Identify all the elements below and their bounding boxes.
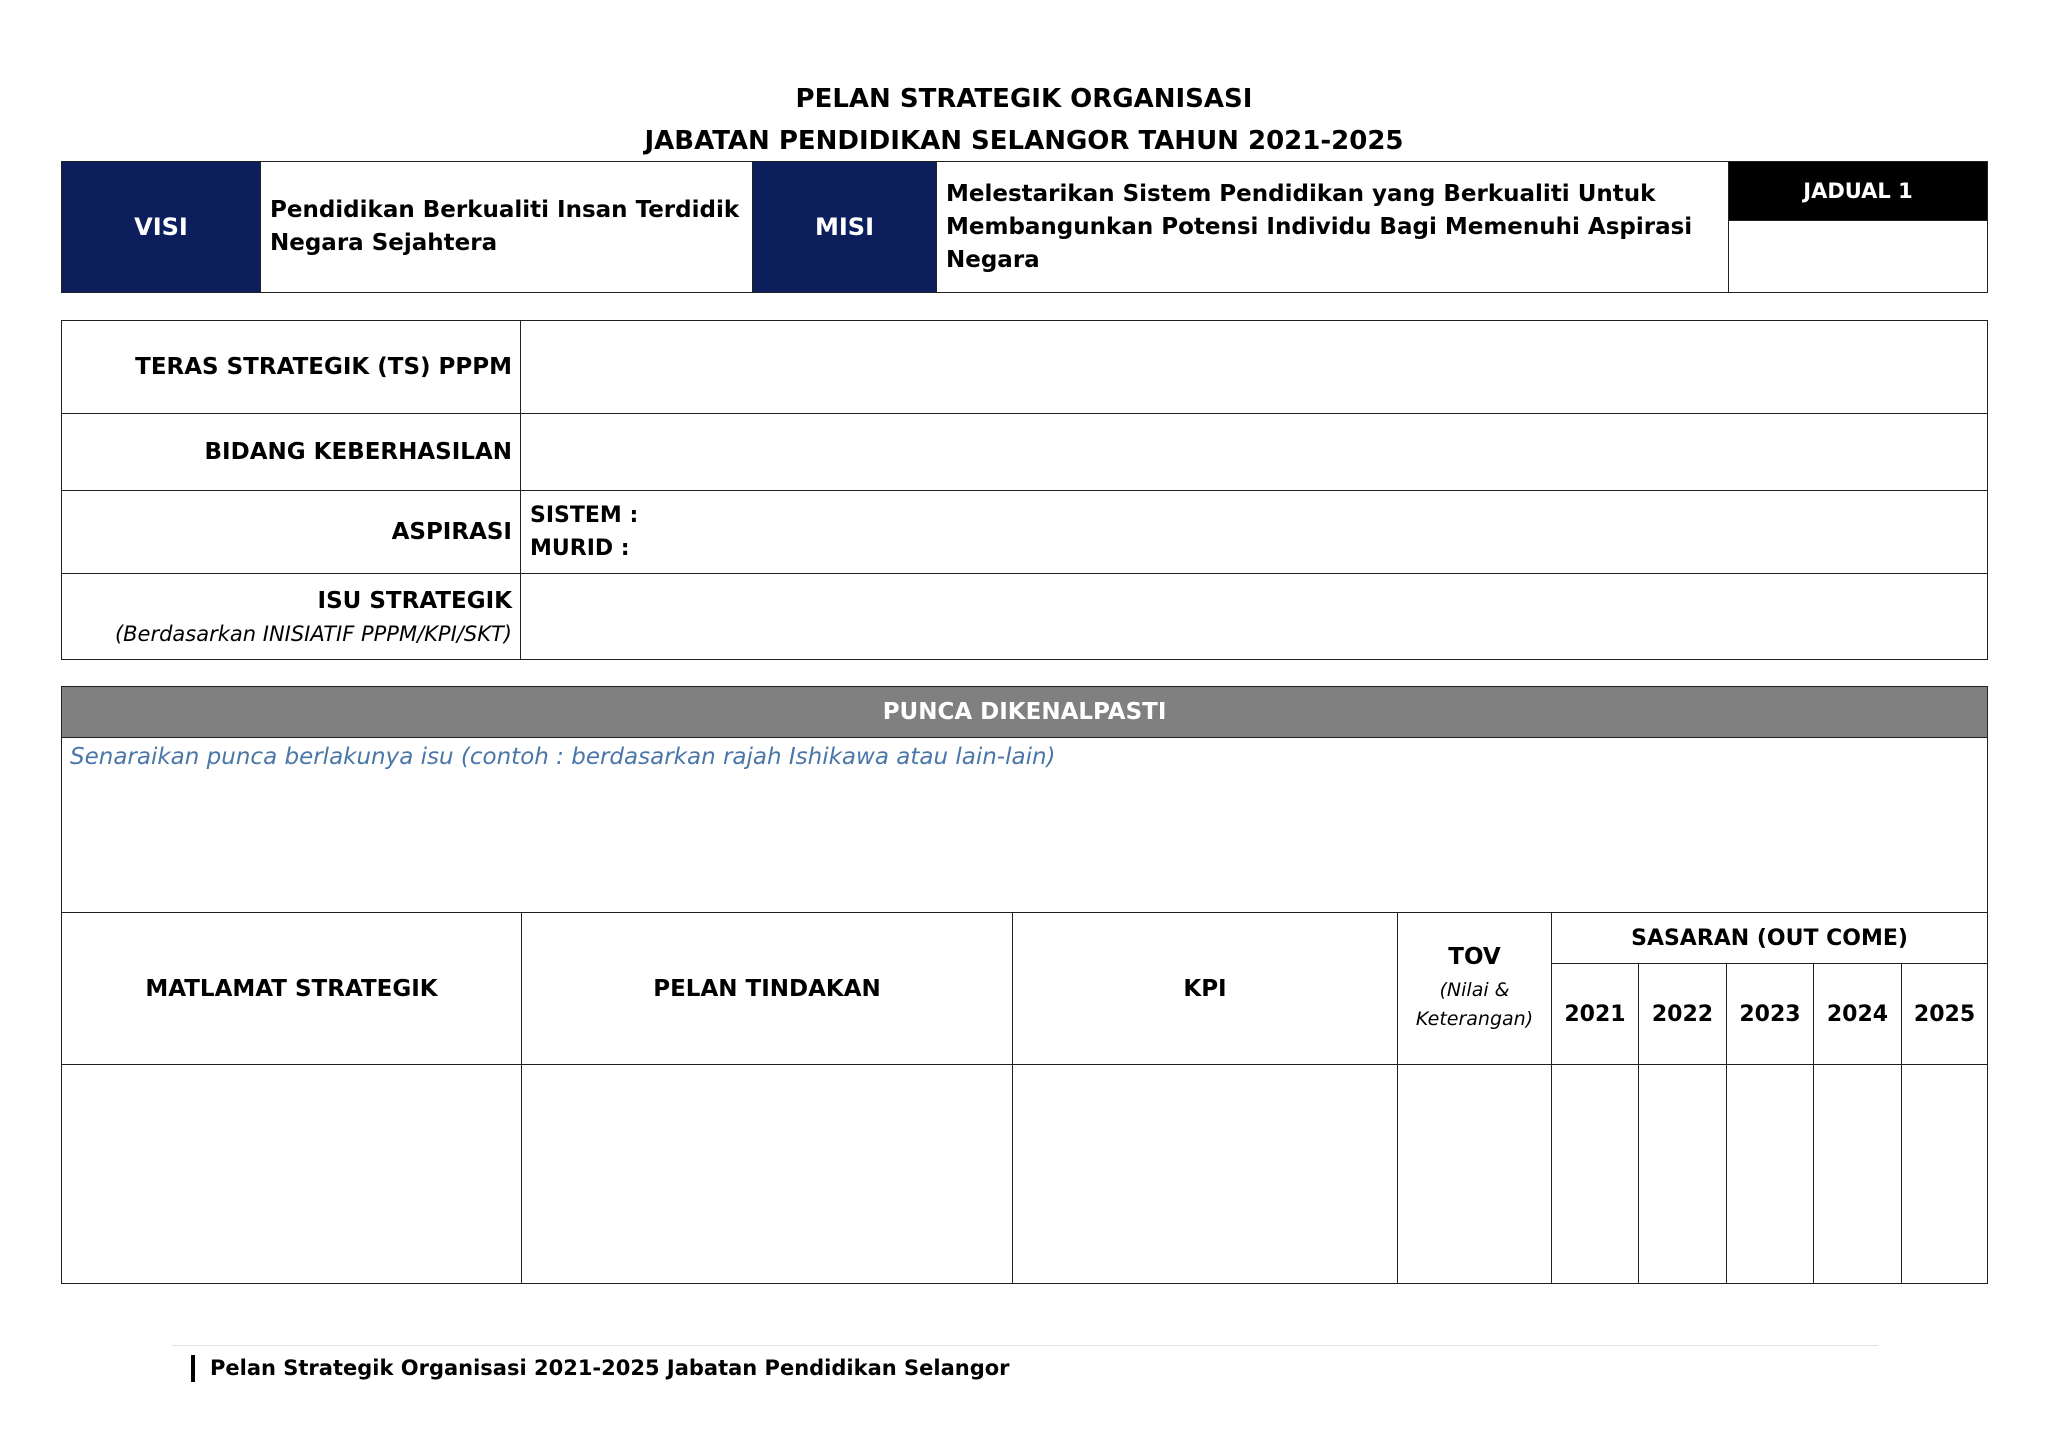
- sasaran-2024-field[interactable]: [1814, 1065, 1902, 1284]
- misi-text-line1: Melestarikan Sistem Pendidikan yang Berkualiti Untuk: [946, 180, 1656, 207]
- aspirasi-label: ASPIRASI: [62, 491, 521, 574]
- matlamat-strategik-field[interactable]: [62, 1065, 522, 1284]
- col-tov: [1398, 913, 1552, 1065]
- punca-matlamat-table: [61, 686, 1988, 1284]
- col-pelan-tindakan: PELAN TINDAKAN: [522, 913, 1013, 1065]
- tov-sublabel-line2: Keterangan): [1415, 1007, 1534, 1030]
- isu-sublabel: (Berdasarkan INISIATIF PPPM/KPI/SKT): [114, 621, 512, 646]
- year-2022: 2022: [1639, 964, 1727, 1065]
- bidang-value-field[interactable]: [521, 414, 1988, 491]
- tov-sublabel-line1: (Nilai &: [1439, 978, 1510, 1001]
- col-matlamat-strategik: MATLAMAT STRATEGIK: [62, 913, 522, 1065]
- footer-text: Pelan Strategik Organisasi 2021-2025 Jabatan Pendidikan Selangor: [210, 1356, 1010, 1380]
- page-title: PELAN STRATEGIK ORGANISASI: [795, 84, 1253, 114]
- punca-field[interactable]: [62, 738, 1988, 913]
- teras-label: TERAS STRATEGIK (TS) PPPM: [62, 321, 521, 414]
- visi-text: [261, 162, 753, 293]
- bidang-label: BIDANG KEBERHASILAN: [62, 414, 521, 491]
- tov-label: TOV: [1448, 943, 1501, 970]
- isu-strategik-cell: [62, 574, 521, 660]
- misi-text: [937, 162, 1729, 293]
- punca-heading: PUNCA DIKENALPASTI: [62, 687, 1988, 738]
- footer-divider: [172, 1345, 1878, 1346]
- col-sasaran: SASARAN (OUT COME): [1552, 913, 1988, 964]
- kpi-field[interactable]: [1013, 1065, 1398, 1284]
- jadual-label: JADUAL 1: [1729, 162, 1988, 221]
- visi-text-line2: Negara Sejahtera: [270, 230, 498, 256]
- misi-text-line2: Membangunkan Potensi Individu Bagi Memenuhi Aspirasi Negara: [946, 213, 1693, 273]
- punca-hint: Senaraikan punca berlakunya isu (contoh : berdasarkan rajah Ishikawa atau lain-lain): [70, 744, 1056, 770]
- col-kpi: KPI: [1013, 913, 1398, 1065]
- year-2021: 2021: [1552, 964, 1639, 1065]
- visi-text-line1: Pendidikan Berkualiti Insan Terdidik: [270, 197, 740, 223]
- misi-label: MISI: [753, 162, 937, 293]
- year-2024: 2024: [1814, 964, 1902, 1065]
- jadual-value-field[interactable]: [1729, 221, 1988, 293]
- tov-sublabel: [1398, 976, 1551, 1034]
- visi-label: VISI: [62, 162, 261, 293]
- sasaran-2021-field[interactable]: [1552, 1065, 1639, 1284]
- isu-label: ISU STRATEGIK: [317, 587, 512, 614]
- tov-field[interactable]: [1398, 1065, 1552, 1284]
- year-2025: 2025: [1902, 964, 1988, 1065]
- page-subtitle: JABATAN PENDIDIKAN SELANGOR TAHUN 2021-2025: [644, 126, 1404, 156]
- aspirasi-value-field[interactable]: [521, 491, 1988, 574]
- sasaran-2025-field[interactable]: [1902, 1065, 1988, 1284]
- sasaran-2022-field[interactable]: [1639, 1065, 1727, 1284]
- footer-accent-bar: [191, 1355, 195, 1382]
- murid-label: MURID :: [530, 536, 630, 561]
- vision-mission-table: [61, 161, 1988, 293]
- sasaran-2023-field[interactable]: [1727, 1065, 1814, 1284]
- pelan-tindakan-field[interactable]: [522, 1065, 1013, 1284]
- sistem-label: SISTEM :: [530, 503, 639, 528]
- strategic-info-table: [61, 320, 1988, 660]
- isu-value-field[interactable]: [521, 574, 1988, 660]
- teras-value-field[interactable]: [521, 321, 1988, 414]
- year-2023: 2023: [1727, 964, 1814, 1065]
